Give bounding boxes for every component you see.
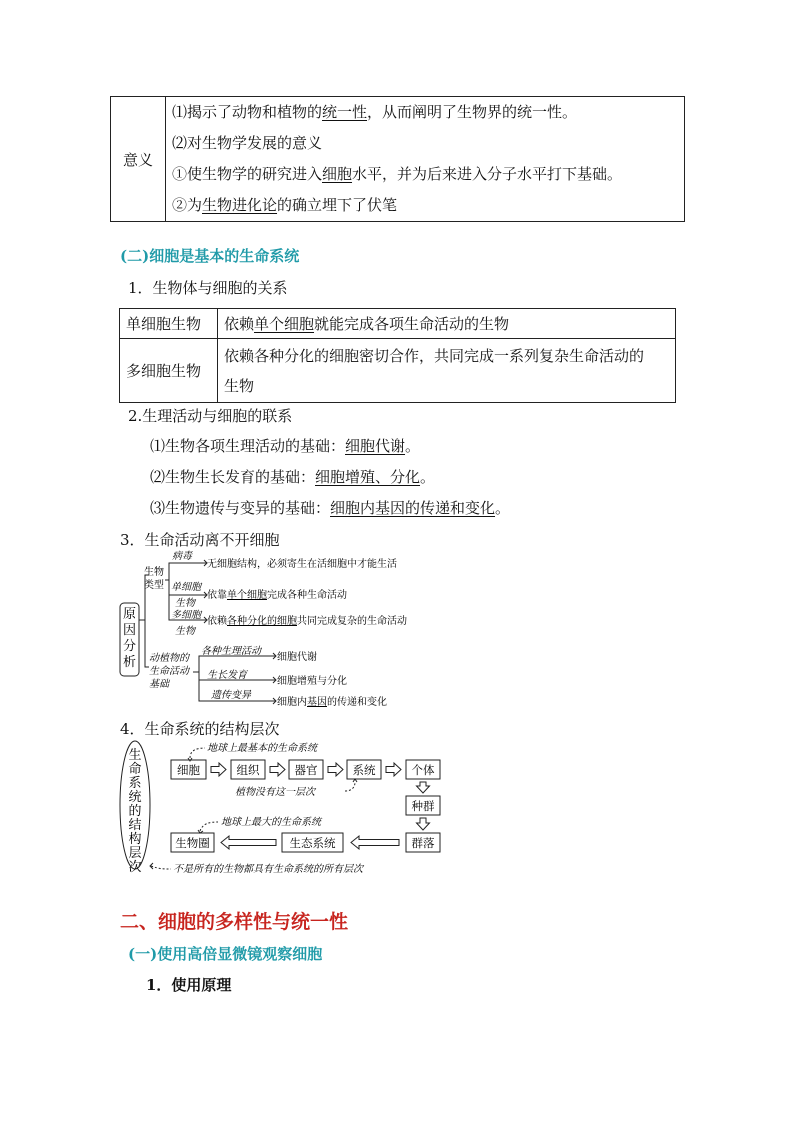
side-char: 生 bbox=[128, 748, 142, 763]
side-char: 统 bbox=[128, 790, 142, 805]
cause-box-char: 原 bbox=[122, 607, 137, 622]
cause-box-char: 因 bbox=[122, 623, 137, 638]
side-char: 系 bbox=[128, 776, 142, 791]
type-label: 类型 bbox=[144, 580, 164, 591]
basis-label: 动植物的 bbox=[149, 653, 189, 664]
basis-item-label: 生长发育 bbox=[207, 670, 247, 681]
note-all: 不是所有的生物都具有生命系统的所有层次 bbox=[173, 864, 363, 875]
organism-desc-line: 依赖各种分化的细胞密切合作，共同完成一系列复杂生命活动的 bbox=[224, 346, 645, 365]
basis-item-desc: 细胞内基因的传递和变化 bbox=[277, 697, 387, 708]
level-label: 群落 bbox=[411, 836, 435, 850]
unicellular-label: 生物 bbox=[175, 598, 195, 609]
level-label: 个体 bbox=[411, 763, 435, 777]
multicellular-label: 多细胞 bbox=[171, 610, 201, 621]
organism-desc bbox=[218, 339, 676, 403]
significance-line: ⑴揭示了动物和植物的统一性，从而阐明了生物界的统一性。 bbox=[172, 103, 578, 121]
level-label: 种群 bbox=[411, 799, 435, 813]
organism-desc-line: 生物 bbox=[224, 376, 255, 395]
item-title: 1．使用原理 bbox=[146, 976, 232, 994]
side-char: 命 bbox=[128, 762, 142, 777]
cause-analysis-diagram bbox=[115, 550, 455, 715]
unicellular-label: 单细胞 bbox=[171, 582, 201, 593]
level-label: 细胞 bbox=[177, 763, 200, 777]
level-label: 组织 bbox=[236, 763, 260, 777]
basis-label: 生命活动 bbox=[149, 666, 189, 677]
multicellular-desc: 依赖各种分化的细胞共同完成复杂的生命活动 bbox=[207, 616, 407, 627]
unicellular-desc: 依靠单个细胞完成各种生命活动 bbox=[207, 590, 347, 601]
significance-line: ①使生物学的研究进入细胞水平，并为后来进入分子水平打下基础。 bbox=[172, 165, 623, 183]
basis-item-desc: 细胞增殖与分化 bbox=[277, 676, 347, 687]
level-label: 系统 bbox=[352, 763, 376, 777]
significance-line: ②为生物进化论的确立埋下了伏笔 bbox=[172, 196, 398, 214]
organism-label: 多细胞生物 bbox=[120, 339, 218, 403]
item-title: 4．生命系统的结构层次 bbox=[120, 720, 280, 738]
part-heading: 二、细胞的多样性与统一性 bbox=[120, 911, 349, 933]
virus-desc: 无细胞结构，必须寄生在活细胞中才能生活 bbox=[207, 559, 397, 570]
organism-table bbox=[119, 308, 676, 403]
side-char: 层 bbox=[128, 846, 142, 861]
significance-line: ⑵对生物学发展的意义 bbox=[172, 134, 323, 152]
subsection-heading: (一)使用高倍显微镜观察细胞 bbox=[128, 945, 323, 963]
note-cell: 地球上最基本的生命系统 bbox=[207, 743, 317, 754]
side-char: 次 bbox=[128, 860, 142, 875]
physiology-line: ⑴生物各项生理活动的基础：细胞代谢。 bbox=[150, 437, 421, 455]
basis-label: 基础 bbox=[149, 679, 169, 690]
significance-table bbox=[110, 96, 685, 222]
note-plant: 植物没有这一层次 bbox=[235, 787, 315, 798]
multicellular-label: 生物 bbox=[175, 626, 195, 637]
item-title: 3．生命活动离不开细胞 bbox=[120, 531, 280, 549]
section-heading: (二)细胞是基本的生命系统 bbox=[120, 247, 300, 265]
note-biosphere: 地球上最大的生命系统 bbox=[221, 817, 321, 828]
organism-desc: 依赖单个细胞就能完成各项生命活动的生物 bbox=[218, 309, 676, 339]
basis-item-label: 遗传变异 bbox=[211, 690, 251, 701]
level-label: 生物圈 bbox=[175, 836, 210, 850]
side-char: 构 bbox=[128, 832, 142, 847]
item-title: 2.生理活动与细胞的联系 bbox=[128, 407, 293, 425]
level-label: 器官 bbox=[294, 763, 318, 777]
organism-label: 单细胞生物 bbox=[120, 309, 218, 339]
side-char: 的 bbox=[128, 804, 142, 819]
cause-box-char: 分 bbox=[122, 639, 137, 654]
physiology-line: ⑶生物遗传与变异的基础：细胞内基因的传递和变化。 bbox=[150, 499, 511, 517]
significance-label: 意义 bbox=[111, 97, 166, 222]
significance-content bbox=[166, 97, 685, 222]
virus-label: 病毒 bbox=[172, 551, 192, 562]
type-label: 生物 bbox=[144, 567, 164, 578]
physiology-line: ⑵生物生长发育的基础：细胞增殖、分化。 bbox=[150, 468, 436, 486]
level-label: 生态系统 bbox=[289, 836, 336, 850]
basis-item-label: 各种生理活动 bbox=[201, 646, 261, 657]
side-char: 结 bbox=[128, 818, 142, 833]
basis-item-desc: 细胞代谢 bbox=[277, 652, 317, 663]
item-title: 1．生物体与细胞的关系 bbox=[128, 279, 288, 297]
life-system-diagram bbox=[115, 738, 455, 880]
cause-box-char: 析 bbox=[122, 655, 137, 670]
